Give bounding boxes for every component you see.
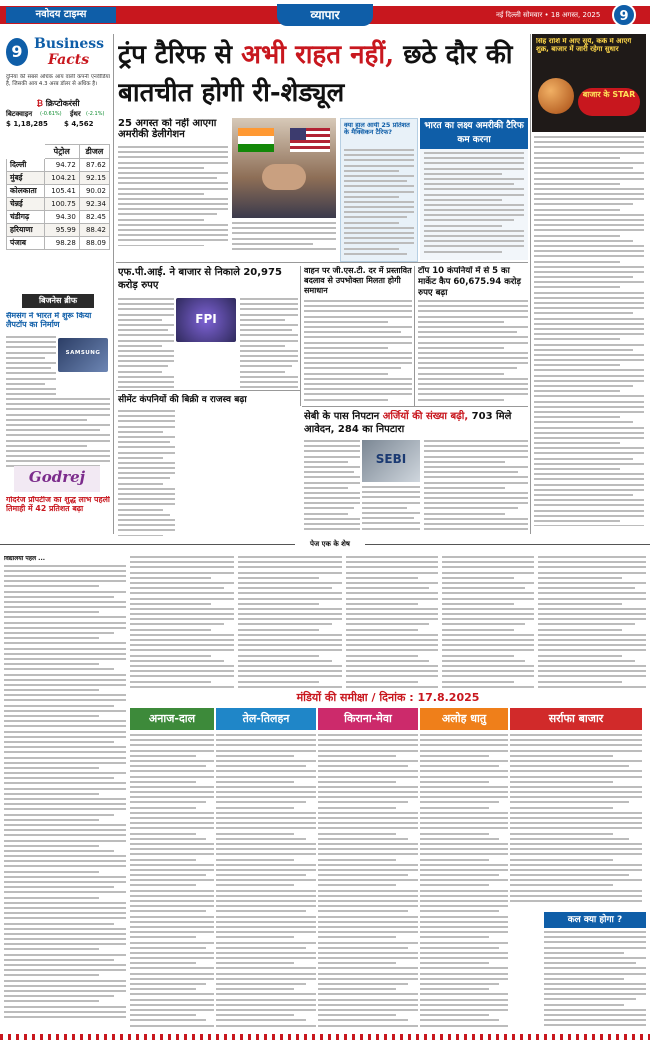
fuel-petrol-cell: 105.41: [44, 185, 79, 198]
fuel-petrol-cell: 104.21: [44, 172, 79, 185]
right-column-rule: [530, 34, 531, 534]
fuel-petrol-cell: 95.99: [44, 224, 79, 237]
fuel-col-diesel: डीजल: [79, 145, 109, 159]
facts-intro: दुनिया की सबसे अधिक आय वाली कंपनी एनवीडिया है, जिसकी आय 4.3 अरब डॉलर से अधिक है।: [6, 74, 110, 87]
mandi-column-text: [216, 734, 316, 1034]
ad-planet: [538, 78, 574, 114]
fuel-table-row: [7, 237, 110, 250]
facts-number-icon: 9: [6, 38, 28, 66]
mandi-banner: मंडियों की समीक्षा / दिनांक : 17.8.2025: [130, 690, 646, 706]
fuel-table-box: [6, 144, 110, 274]
edition-date: सोमवार • 18 अगस्त, 2025: [523, 11, 601, 19]
page-number-badge: 9: [612, 3, 636, 27]
ether-value: [64, 120, 93, 128]
left-column-rule: [113, 34, 114, 534]
crypto-icon: ₿: [36, 99, 43, 108]
mandi-column-title: किराना-मेवा: [318, 708, 418, 730]
rule-fastag-top10: [414, 266, 415, 406]
fuel-table-row: [7, 224, 110, 237]
fastag-headline: वाहन पर जी.एस.टी. दर में प्रस्तावित बदलाव से उपभोक्ता मिलता होगी समाधान: [304, 266, 412, 295]
cont-col-2: [130, 556, 234, 704]
samsung-text-2: [6, 398, 110, 470]
business-facts-box: [4, 34, 110, 72]
fuel-city-cell: दिल्ली: [7, 159, 45, 172]
row-divider-3: [302, 406, 528, 407]
main-story-image: [232, 118, 336, 218]
fuel-table-body: [7, 159, 110, 250]
fuel-petrol-cell: 98.28: [44, 237, 79, 250]
fuel-diesel-cell: 90.02: [79, 185, 109, 198]
sub-headline: 25 अगस्त को नहीं आएगा अमरीकी डेलीगेशन: [118, 118, 217, 141]
question-box-title: क्या हाल आयी 25 प्रतिशत के मैक्सिकन टैरिफ?: [344, 122, 410, 137]
masthead-bar: [0, 0, 650, 30]
fuel-diesel-cell: 92.34: [79, 198, 109, 211]
fuel-diesel-cell: 88.42: [79, 224, 109, 237]
cont-heading-1: विद्यालयों पहल ...: [4, 556, 46, 562]
sebi-text-1: [304, 440, 360, 532]
bitcoin-label: बिटक्वाइन: [6, 110, 33, 118]
fuel-petrol-cell: 100.75: [44, 198, 79, 211]
godrej-logo: Godrej: [28, 468, 86, 486]
cement-text: [118, 410, 298, 536]
samsung-text: [6, 336, 56, 398]
mandi-column-title: अलोह धातु: [420, 708, 508, 730]
crypto-heading-text: क्रिप्टोकरंसी: [45, 99, 80, 108]
mandi-column-text: [318, 734, 418, 1034]
business-brief-box: [4, 294, 110, 534]
top10-headline: टॉप 10 कंपनियों में से 5 का मार्केट कैप 60,675.94 करोड़ रुपए बढ़ा: [418, 266, 521, 298]
info-box-title: भारत का लक्ष्य अमरीकी टैरिफ कम करना: [420, 118, 528, 149]
fpi-text-2: [240, 298, 298, 390]
fpi-headline: एफ.पी.आई. ने बाजार से निकाले 20,975 करोड़ रुपए: [118, 267, 282, 291]
mandi-column: [420, 708, 508, 1034]
samsung-logo: SAMSUNG: [65, 350, 101, 356]
godrej-headline: गोदरेज प्रॉपर्टीज का शुद्ध लाभ पहली तिमाही में 42 प्रतिशत बढ़ा: [6, 496, 110, 513]
facts-title-1: Business: [34, 36, 105, 52]
crypto-box: [6, 98, 110, 138]
ether-label: ईथर: [70, 110, 81, 118]
fpi-image: [176, 298, 236, 342]
continuation-label: पेज एक के शेष: [295, 538, 365, 550]
cement-headline: सीमेंट कंपनियों की बिक्री व राजस्व बढ़ा: [118, 395, 247, 405]
fuel-petrol-cell: 94.30: [44, 211, 79, 224]
mandi-column-title: सर्राफा बाजार: [510, 708, 642, 730]
mandi-column: [216, 708, 316, 1034]
cont-col-4: [346, 556, 438, 704]
mandi-column-title: अनाज-दाल: [130, 708, 214, 730]
ether-currency: $: [64, 120, 72, 128]
bitcoin-change: (-0.61%): [40, 111, 62, 117]
ether-change: (-2.1%): [86, 111, 105, 117]
tomorrow-text: [544, 931, 646, 1027]
fpi-image-text: FPI: [195, 312, 217, 326]
fuel-city-cell: कोलकाता: [7, 185, 45, 198]
mandi-column: [318, 708, 418, 1034]
fuel-city-cell: चंडीगढ़: [7, 211, 45, 224]
row-divider-2: [116, 390, 300, 391]
sebi-headline-prefix: सेबी के पास निपटान: [304, 411, 380, 422]
crypto-heading: [6, 98, 110, 109]
fuel-table-row: [7, 185, 110, 198]
mandi-column-text: [420, 734, 508, 1034]
main-headline-part2: छठे दौर की बातचीत होगी री-शेड्यूल: [118, 40, 513, 108]
fuel-diesel-cell: 88.09: [79, 237, 109, 250]
edition-city: नई दिल्ली: [496, 11, 521, 19]
sebi-headline-highlight: अर्जियों की संख्या बढ़ी,: [382, 411, 469, 422]
mandi-column-text: [130, 734, 214, 1034]
ad-star-headline: सिंह राशि में आए सूर्य, कर्क में आएंगे शुक्र, बाजार में जारी रहेगा सुधार: [536, 38, 632, 53]
fuel-diesel-cell: 92.15: [79, 172, 109, 185]
fuel-table-row: [7, 198, 110, 211]
fuel-city-cell: हरियाणा: [7, 224, 45, 237]
business-brief-title: बिजनेस ब्रीफ: [22, 294, 94, 308]
sebi-headline-suffix: 703 मिले आवेदन, 284 का निपटारा: [304, 411, 512, 435]
godrej-text: [6, 534, 110, 536]
sebi-headline: [304, 410, 530, 436]
main-headline-highlight: अभी राहत नहीं,: [241, 40, 395, 70]
sebi-text-3: [424, 440, 528, 532]
mandi-column: [130, 708, 214, 1034]
main-headline-part1: ट्रंप टैरिफ से: [118, 40, 233, 70]
fuel-city-cell: मुंबई: [7, 172, 45, 185]
fastag-text: [304, 300, 412, 404]
samsung-headline: सैमसंग ने भारत में शुरू किया लैपटॉप का निर्माण: [6, 312, 92, 329]
mandi-column: [510, 708, 642, 910]
bitcoin-currency: $: [6, 120, 14, 128]
mandi-column-text: [510, 734, 642, 910]
fuel-diesel-cell: 87.62: [79, 159, 109, 172]
edition-label: [496, 7, 600, 23]
top10-text: [418, 300, 528, 404]
row-divider-1: [116, 262, 528, 263]
tomorrow-title: कल क्या होगा ?: [544, 912, 646, 928]
bitcoin-value-number: 1,18,285: [13, 120, 48, 128]
fuel-city-cell: चेन्नई: [7, 198, 45, 211]
sebi-image-text: SEBI: [375, 452, 407, 466]
cont-col-1: [4, 556, 126, 1024]
main-headline: [118, 36, 528, 114]
tomorrow-box: [544, 912, 646, 1032]
rule-fpi-fastag: [300, 266, 301, 406]
ether-value-number: 4,562: [71, 120, 94, 128]
paper-name: नवोदय टाइम्स: [6, 7, 116, 23]
info-box: [420, 118, 528, 260]
continuation-bar: [0, 538, 650, 550]
fuel-table-header-row: [7, 145, 110, 159]
page-footer-rule: [0, 1034, 650, 1040]
mandi-column-title: तेल-तिलहन: [216, 708, 316, 730]
main-story-text-2: [232, 222, 336, 258]
flag-usa: [290, 128, 330, 152]
fuel-col-petrol: पेट्रोल: [44, 145, 79, 159]
fuel-price-table: [6, 144, 110, 250]
fpi-text-1: [118, 298, 174, 390]
fuel-table-row: [7, 211, 110, 224]
sebi-image: [362, 440, 420, 482]
samsung-laptop-image: [58, 338, 108, 372]
fuel-table-row: [7, 159, 110, 172]
cont-col-6: [538, 556, 646, 704]
section-tab: व्यापार: [277, 4, 373, 26]
info-box-text: [424, 152, 524, 256]
main-story-text-1: [118, 146, 228, 246]
ad-star-box: [532, 34, 646, 132]
ad-star-badge: बाजार के STAR: [578, 88, 640, 116]
godrej-logo-box: [14, 466, 100, 492]
bitcoin-value: [6, 120, 48, 128]
cont-col-5: [442, 556, 534, 704]
sebi-text-2: [362, 486, 420, 532]
facts-title-2: Facts: [48, 52, 90, 68]
ad-star-text: [534, 136, 644, 526]
question-box-text: [344, 149, 414, 257]
question-box: [340, 118, 418, 262]
fuel-petrol-cell: 94.72: [44, 159, 79, 172]
handshake-icon: [262, 164, 306, 190]
fuel-table-row: [7, 172, 110, 185]
fuel-diesel-cell: 82.45: [79, 211, 109, 224]
fuel-city-cell: पंजाब: [7, 237, 45, 250]
cont-col-3: [238, 556, 342, 704]
fuel-col-city: [7, 145, 45, 159]
flag-india: [238, 128, 274, 152]
